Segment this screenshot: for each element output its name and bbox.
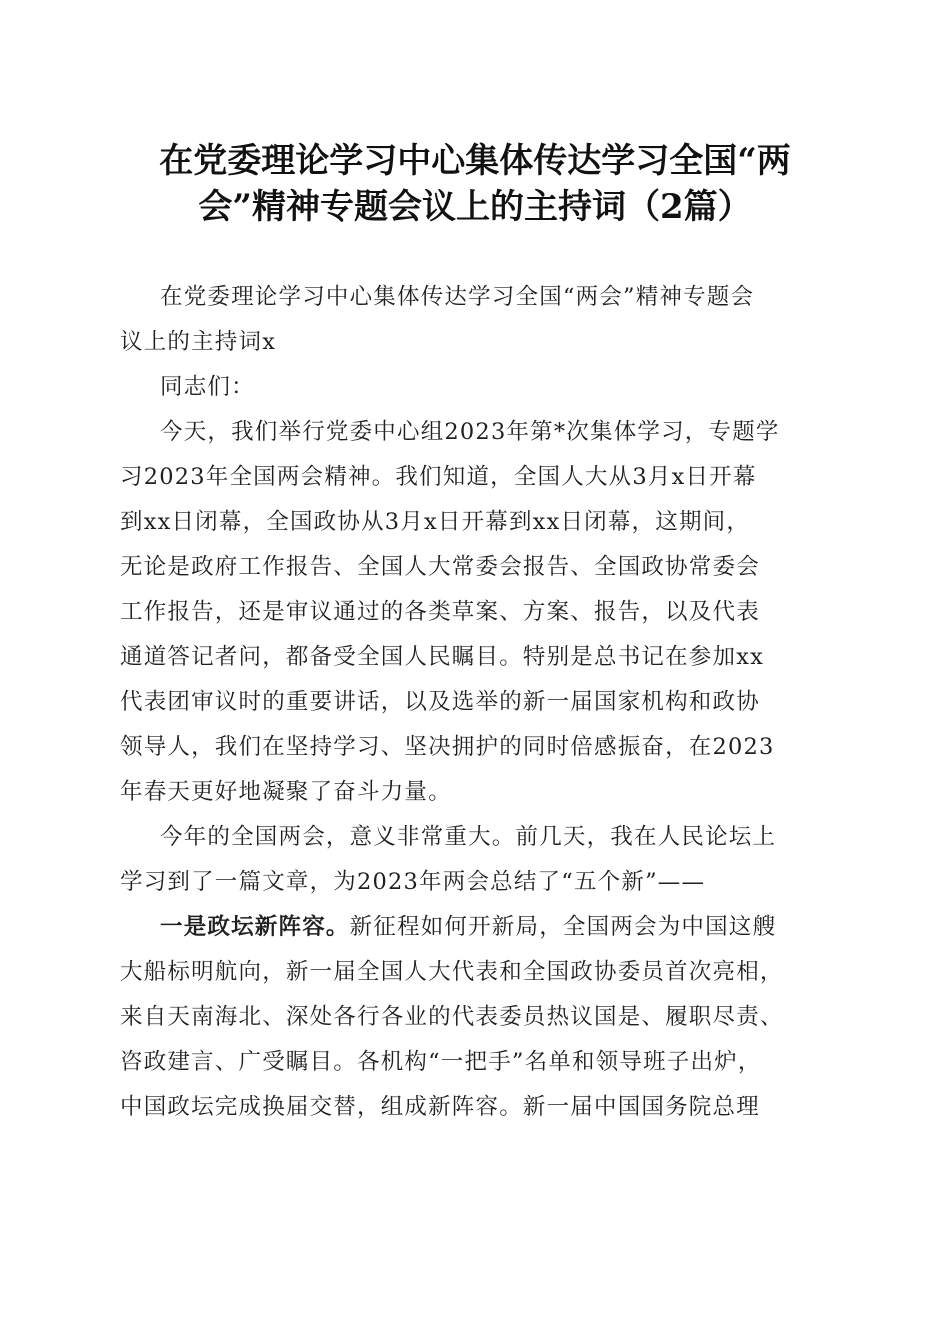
text-line: 在党委理论学习中心集体传达学习全国“两会”精神专题会 xyxy=(160,284,755,310)
text-line xyxy=(120,905,835,950)
text-line: 中国政坛完成换届交替，组成新阵容。新一届中国国务院总理 xyxy=(120,1094,760,1120)
document-title xyxy=(100,138,850,230)
text-line: 今天，我们举行党委中心组2023年第*次集体学习，专题学 xyxy=(160,419,780,445)
paragraph-significance xyxy=(120,815,835,905)
paragraph-subtitle xyxy=(120,275,835,365)
paragraph-salutation xyxy=(120,365,835,410)
text-line: 到xx日闭幕，全国政协从3月x日开幕到xx日闭幕，这期间， xyxy=(120,509,751,535)
point-heading: 一是政坛新阵容。 xyxy=(160,914,350,940)
document-body xyxy=(120,275,835,1130)
text-line: 习2023年全国两会精神。我们知道，全国人大从3月x日开幕 xyxy=(120,464,757,490)
text-line: 来自天南海北、深处各行各业的代表委员热议国是、履职尽责、 xyxy=(120,1004,784,1030)
text-line: 同志们： xyxy=(160,374,255,400)
text-line: 议上的主持词x xyxy=(120,329,277,355)
text-line: 领导人，我们在坚持学习、坚决拥护的同时倍感振奋，在2023 xyxy=(120,734,775,760)
text-line: 代表团审议时的重要讲话，以及选举的新一届国家机构和政协 xyxy=(120,689,760,715)
text-line: 年春天更好地凝聚了奋斗力量。 xyxy=(120,779,452,805)
paragraph-point-one xyxy=(120,905,835,1130)
text-line: 无论是政府工作报告、全国人大常委会报告、全国政协常委会 xyxy=(120,554,760,580)
text-line: 学习到了一篇文章，为2023年两会总结了“五个新”—— xyxy=(120,869,706,895)
text-line: 通道答记者问，都备受全国人民瞩目。特别是总书记在参加xx xyxy=(120,644,764,670)
paragraph-opening xyxy=(120,410,835,815)
text-line: 今年的全国两会，意义非常重大。前几天，我在人民论坛上 xyxy=(160,824,777,850)
text-line: 工作报告，还是审议通过的各类草案、方案、报告，以及代表 xyxy=(120,599,760,625)
title-line-1: 在党委理论学习中心集体传达学习全国“两 xyxy=(159,141,791,181)
text-line: 咨政建言、广受瞩目。各机构“一把手”名单和领导班子出炉， xyxy=(120,1049,762,1075)
text-line: 大船标明航向，新一届全国人大代表和全国政协委员首次亮相， xyxy=(120,959,784,985)
title-line-2: 会”精神专题会议上的主持词（2篇） xyxy=(198,187,752,227)
text-span: 新征程如何开新局，全国两会为中国这艘 xyxy=(349,914,777,940)
